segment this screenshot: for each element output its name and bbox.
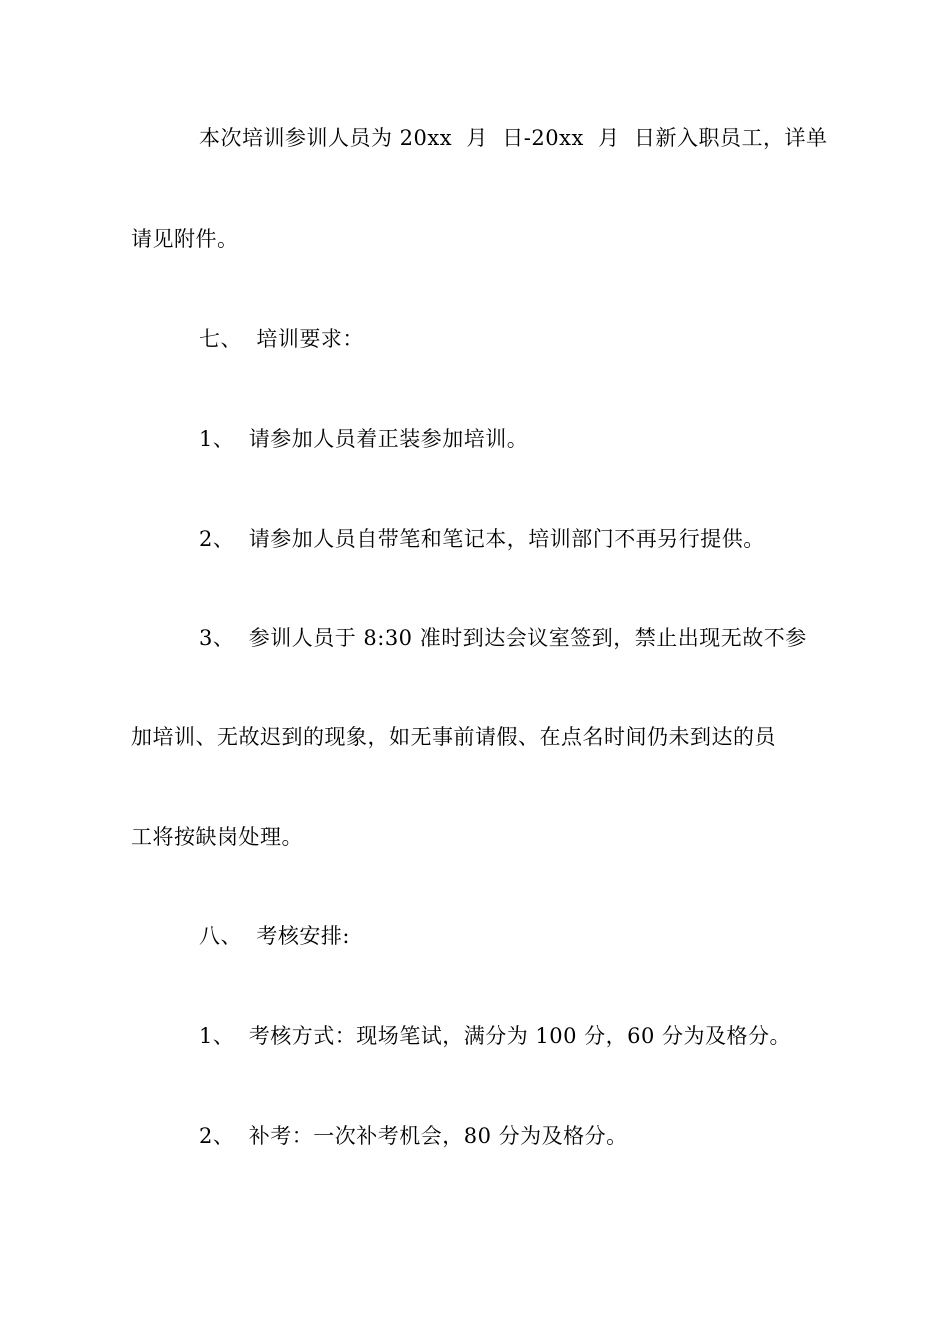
- requirement-item-3-cont: 加培训、无故迟到的现象，如无事前请假、在点名时间仍未到达的员: [131, 725, 776, 749]
- requirement-item-2: 2、 请参加人员自带笔和笔记本，培训部门不再另行提供。: [199, 527, 765, 551]
- requirement-item-3-cont-2: 工将按缺岗处理。: [131, 825, 303, 849]
- assessment-item-1: 1、 考核方式：现场笔试，满分为 100 分，60 分为及格分。: [199, 1024, 792, 1048]
- assessment-item-2: 2、 补考：一次补考机会，80 分为及格分。: [199, 1124, 628, 1148]
- requirement-item-1: 1、 请参加人员着正装参加培训。: [199, 427, 529, 451]
- requirement-item-3: 3、 参训人员于 8:30 准时到达会议室签到，禁止出现无故不参: [199, 626, 807, 650]
- section-heading-requirements: 七、 培训要求：: [199, 327, 364, 351]
- paragraph-participants: 本次培训参训人员为 20xx 月 日-20xx 月 日新入职员工，详单: [199, 126, 828, 150]
- paragraph-participants-cont: 请见附件。: [131, 227, 239, 251]
- section-heading-assessment: 八、 考核安排:: [199, 924, 350, 948]
